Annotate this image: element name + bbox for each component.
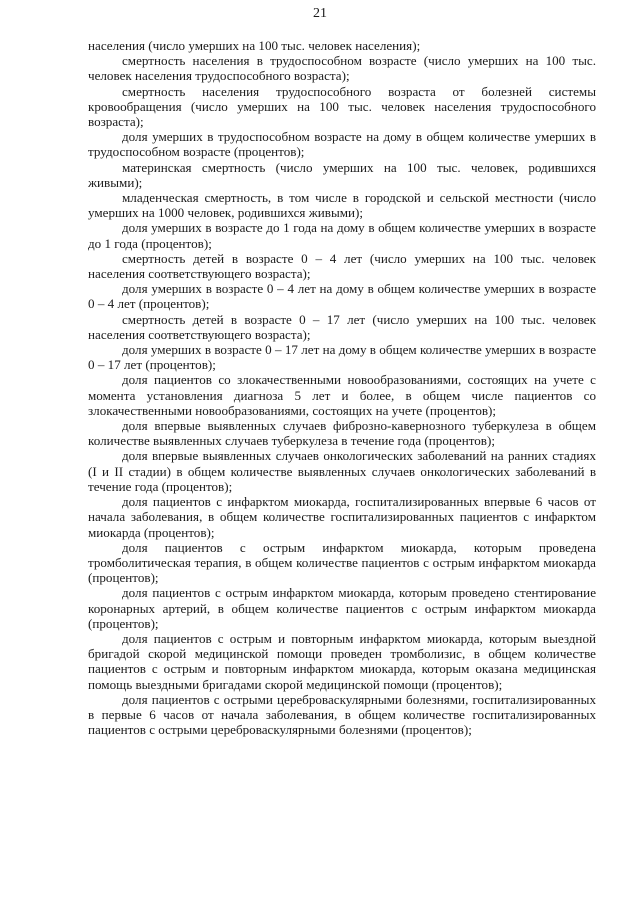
page-number: 21: [313, 6, 327, 21]
indicator-paragraph: доля пациентов с острым инфарктом миокарда, которым проведено стентирование коронарных артерий, в общем количестве пациентов с острым инфарктом миокарда (процентов);: [88, 585, 596, 631]
indicator-paragraph: доля умерших в возрасте до 1 года на дому в общем количестве умерших в возрасте до 1 года (процентов);: [88, 220, 596, 251]
indicator-paragraph: доля умерших в возрасте 0 – 4 лет на дому в общем количестве умерших в возрасте 0 – 4 лет (процентов);: [88, 281, 596, 312]
indicator-paragraph: материнская смертность (число умерших на 100 тыс. человек, родившихся живыми);: [88, 159, 596, 190]
indicator-paragraph: доля пациентов с инфарктом миокарда, госпитализированных впервые 6 часов от начала заболевания, в общем количестве госпитализированных пациентов с инфарктом миокарда (процентов);: [88, 494, 596, 540]
indicator-paragraph: доля пациентов с острым и повторным инфарктом миокарда, которым выездной бригадой скорой медицинской помощи проведен тромболизис, в общем количестве пациентов с острым и повторным инфарктом миокарда, которым оказана медицинская помощь выездными бригадами скорой медицинской помощи (процентов);: [88, 630, 596, 692]
indicator-paragraph: смертность населения в трудоспособном возрасте (число умерших на 100 тыс. человек населения трудоспособного возраста);: [88, 53, 596, 84]
indicator-paragraph: доля впервые выявленных случаев онкологических заболеваний на ранних стадиях (I и II стадии) в общем количестве выявленных случаев онкологических заболеваний в течение года (процентов);: [88, 448, 596, 494]
indicator-paragraph: доля пациентов с острым инфарктом миокарда, которым проведена тромболитическая терапия, в общем количестве пациентов с острым инфарктом миокарда (процентов);: [88, 539, 596, 586]
indicator-paragraph: смертность детей в возрасте 0 – 4 лет (число умерших на 100 тыс. человек населения соответствующего возраста);: [88, 250, 596, 282]
document-body: [88, 38, 596, 737]
indicator-paragraph: младенческая смертность, в том числе в городской и сельской местности (число умерших на 1000 человек, родившихся живыми);: [88, 190, 596, 221]
indicator-paragraph: доля пациентов с острыми цереброваскулярными болезнями, госпитализированных в первые 6 часов от начала заболевания, в общем количестве госпитализированных пациентов с острыми цереброваскулярными болезнями (процентов);: [88, 691, 596, 738]
indicator-paragraph: доля впервые выявленных случаев фиброзно-кавернозного туберкулеза в общем количестве выявленных случаев туберкулеза в течение года (процентов);: [88, 418, 596, 449]
indicator-paragraph: доля пациентов со злокачественными новообразованиями, состоящих на учете с момента установления диагноза 5 лет и более, в общем числе пациентов со злокачественными новообразованиями, состоящих на учете (процентов);: [88, 372, 596, 418]
indicator-paragraph: населения (число умерших на 100 тыс. человек населения);: [88, 38, 421, 53]
indicator-paragraph: смертность детей в возрасте 0 – 17 лет (число умерших на 100 тыс. человек населения соответствующего возраста);: [88, 311, 596, 342]
indicator-paragraph: доля умерших в трудоспособном возрасте на дому в общем количестве умерших в трудоспособном возрасте (процентов);: [88, 129, 596, 160]
indicator-paragraph: доля умерших в возрасте 0 – 17 лет на дому в общем количестве умерших в возрасте 0 – 17 лет (процентов);: [88, 342, 596, 373]
indicator-paragraph: смертность населения трудоспособного возраста от болезней системы кровообращения (число умерших на 100 тыс. человек населения трудоспособного возраста);: [88, 83, 596, 130]
